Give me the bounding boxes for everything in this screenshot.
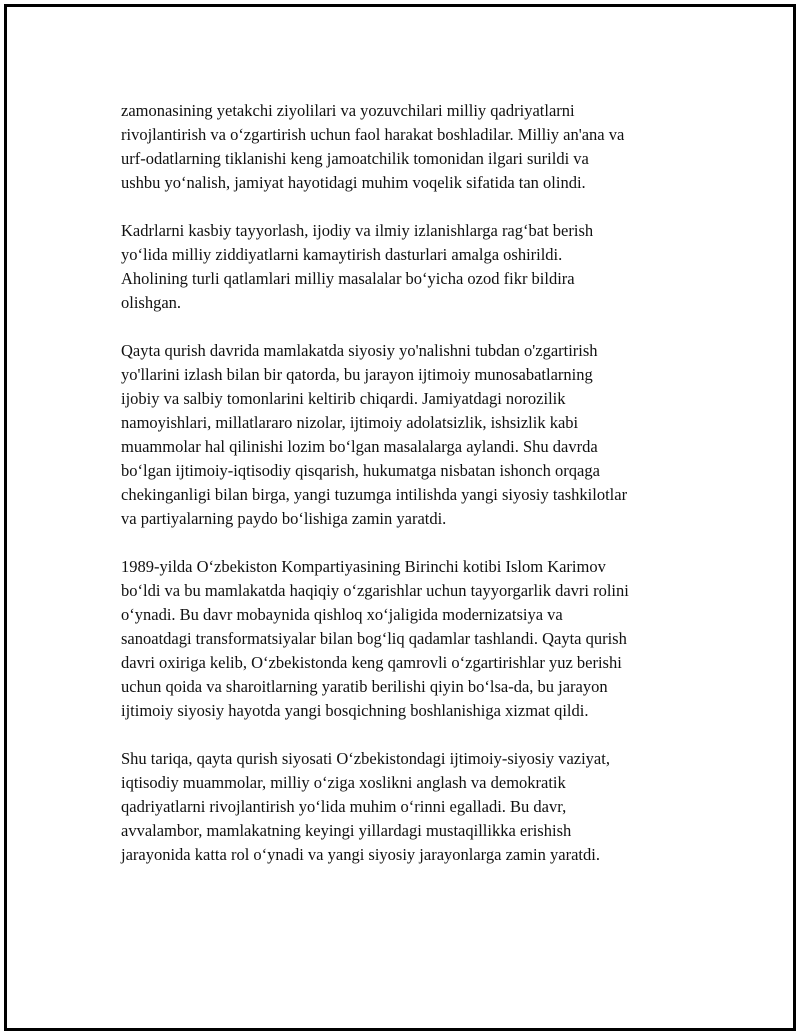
text-line: Shu tariqa, qayta qurish siyosati O‘zbekistondagi ijtimoiy-siyosiy vaziyat, xyxy=(121,749,610,768)
text-line: olishgan. xyxy=(121,293,182,312)
text-line: yo'llarini izlash bilan bir qatorda, bu jarayon ijtimoiy munosabatlarning xyxy=(121,365,593,384)
paragraph-1 xyxy=(121,99,711,195)
text-line: jarayonida katta rol o‘ynadi va yangi siyosiy jarayonlarga zamin yaratdi. xyxy=(121,845,600,864)
text-line: 1989-yilda O‘zbekiston Kompartiyasining Birinchi kotibi Islom Karimov xyxy=(121,557,606,576)
text-line: Kadrlarni kasbiy tayyorlash, ijodiy va ilmiy izlanishlarga rag‘bat berish xyxy=(121,221,594,240)
text-line: bo‘ldi va bu mamlakatda haqiqiy o‘zgarishlar uchun tayyorgarlik davri rolini xyxy=(121,581,629,600)
paragraph-3 xyxy=(121,339,711,531)
text-line: ijtimoiy siyosiy hayotda yangi bosqichning boshlanishiga xizmat qildi. xyxy=(121,701,589,720)
text-line: avvalambor, mamlakatning keyingi yillardagi mustaqillikka erishish xyxy=(121,821,572,840)
text-line: davri oxiriga kelib, O‘zbekistonda keng qamrovli o‘zgartirishlar yuz berishi xyxy=(121,653,622,672)
text-line: va partiyalarning paydo bo‘lishiga zamin yaratdi. xyxy=(121,509,447,528)
paragraph-2 xyxy=(121,219,711,315)
text-line: muammolar hal qilinishi lozim bo‘lgan masalalarga aylandi. Shu davrda xyxy=(121,437,598,456)
text-line: Qayta qurish davrida mamlakatda siyosiy yo'nalishni tubdan o'zgartirish xyxy=(121,341,598,360)
text-line: yo‘lida milliy ziddiyatlarni kamaytirish dasturlari amalga oshirildi. xyxy=(121,245,563,264)
text-line: iqtisodiy muammolar, milliy o‘ziga xoslikni anglash va demokratik xyxy=(121,773,566,792)
page-frame xyxy=(4,4,796,1031)
text-line: urf-odatlarning tiklanishi keng jamoatchilik tomonidan ilgari surildi va xyxy=(121,149,589,168)
text-line: chekinganligi bilan birga, yangi tuzumga intilishda yangi siyosiy tashkilotlar xyxy=(121,485,628,504)
text-line: bo‘lgan ijtimoiy-iqtisodiy qisqarish, hukumatga nisbatan ishonch orqaga xyxy=(121,461,600,480)
text-line: Aholining turli qatlamlari milliy masalalar bo‘yicha ozod fikr bildira xyxy=(121,269,575,288)
text-line: namoyishlari, millatlararo nizolar, ijtimoiy adolatsizlik, ishsizlik kabi xyxy=(121,413,579,432)
document-body xyxy=(121,99,711,891)
paragraph-5 xyxy=(121,747,711,867)
paragraph-4 xyxy=(121,555,711,723)
text-line: o‘ynadi. Bu davr mobaynida qishloq xo‘jaligida modernizatsiya va xyxy=(121,605,563,624)
text-line: qadriyatlarni rivojlantirish yo‘lida muhim o‘rinni egalladi. Bu davr, xyxy=(121,797,567,816)
text-line: ushbu yo‘nalish, jamiyat hayotidagi muhim voqelik sifatida tan olindi. xyxy=(121,173,586,192)
text-line: uchun qoida va sharoitlarning yaratib berilishi qiyin bo‘lsa-da, bu jarayon xyxy=(121,677,608,696)
text-line: zamonasining yetakchi ziyolilari va yozuvchilari milliy qadriyatlarni xyxy=(121,101,575,120)
text-line: sanoatdagi transformatsiyalar bilan bog‘liq qadamlar tashlandi. Qayta qurish xyxy=(121,629,627,648)
text-line: rivojlantirish va o‘zgartirish uchun faol harakat boshladilar. Milliy an'ana va xyxy=(121,125,625,144)
text-line: ijobiy va salbiy tomonlarini keltirib chiqardi. Jamiyatdagi norozilik xyxy=(121,389,566,408)
